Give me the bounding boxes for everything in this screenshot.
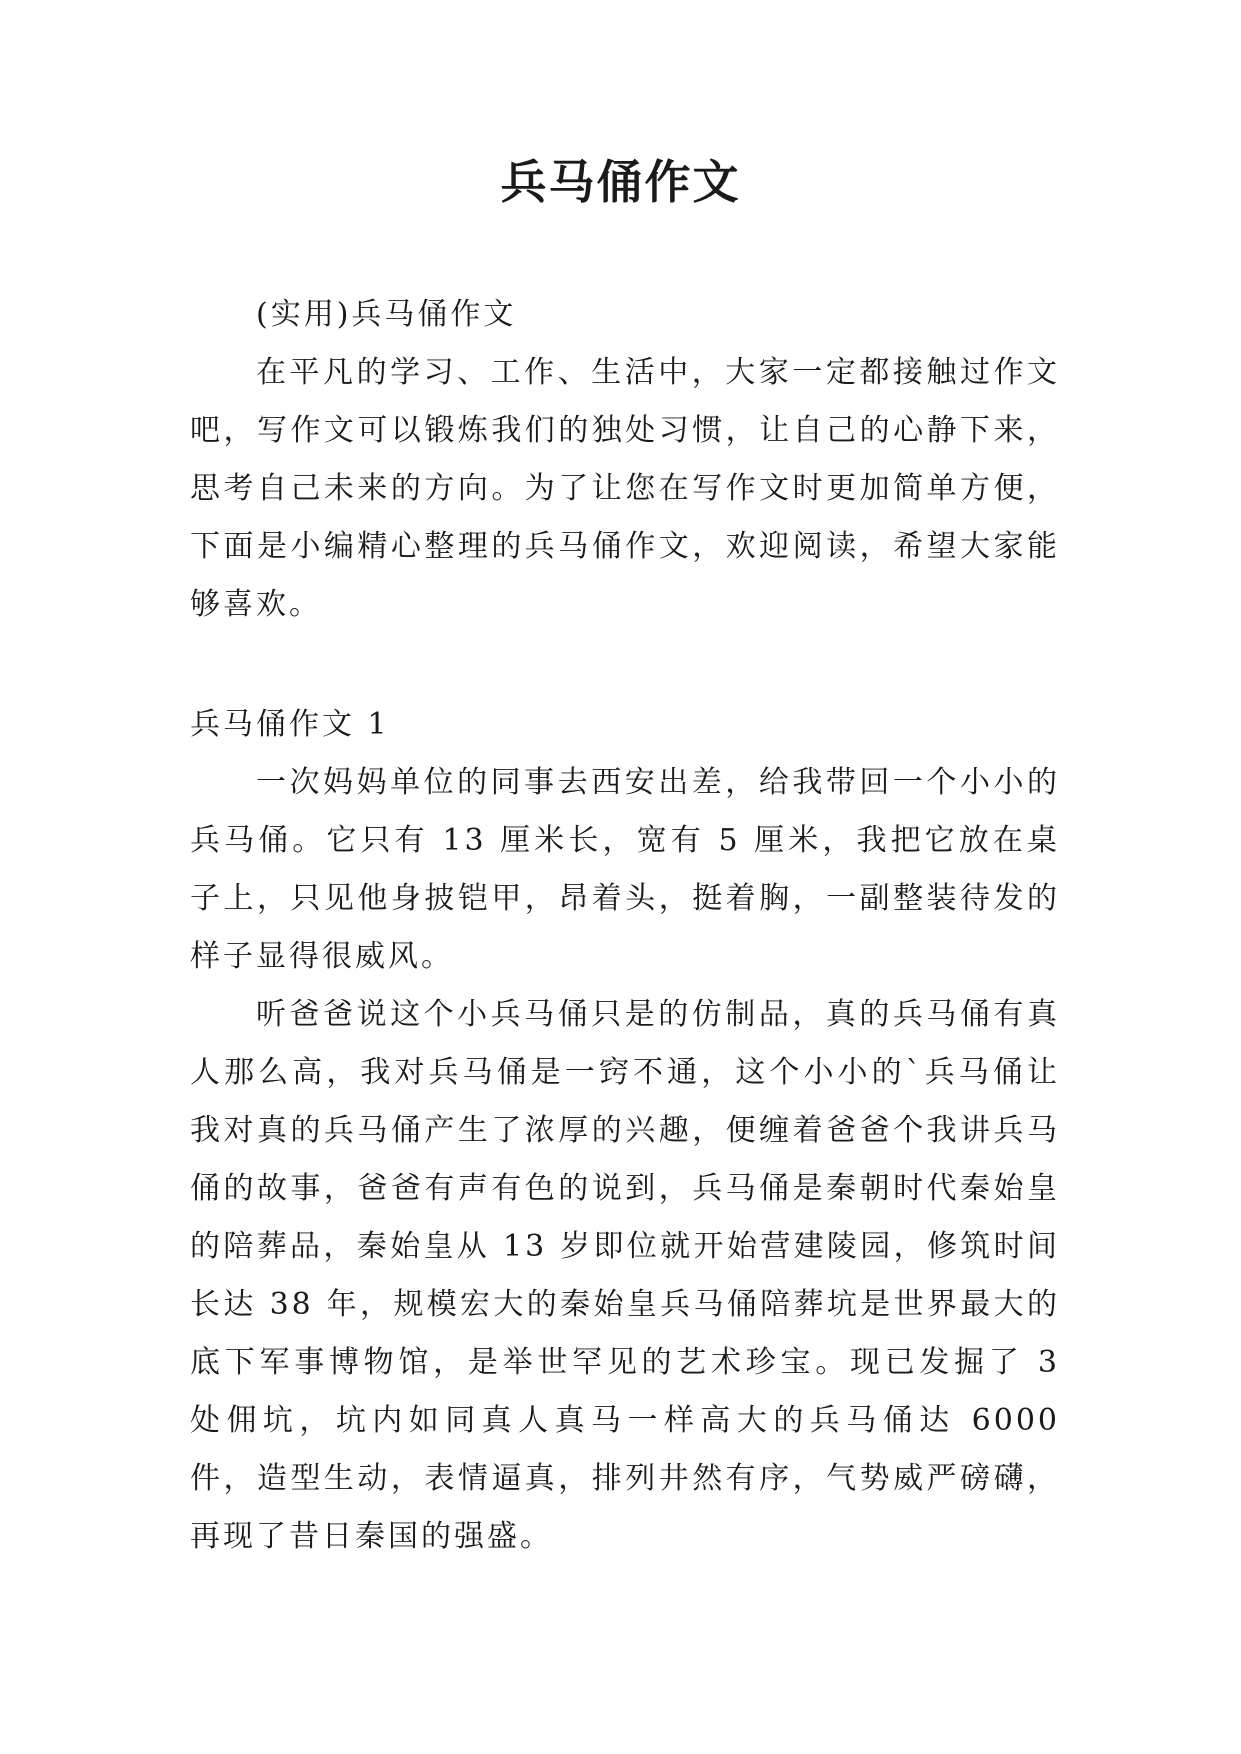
section-paragraph-2: 听爸爸说这个小兵马俑只是的仿制品，真的兵马俑有真人那么高，我对兵马俑是一窍不通，这个小小的`兵马俑让我对真的兵马俑产生了浓厚的兴趣，便缠着爸爸个我讲兵马俑的故事，爸爸有声有色的说到，兵马俑是秦朝时代秦始皇的陪葬品，秦始皇从 13 岁即位就开始营建陵园，修筑时间长达 38 年，规模宏大的秦始皇兵马俑陪葬坑是世界最大的底下军事博物馆，是举世罕见的艺术珍宝。现已发掘了 3 处佣坑，坑内如同真人真马一样高大的兵马俑达 6000 件，造型生动，表情逼真，排列井然有序，气势威严磅礴，再现了昔日秦国的强盛。 bbox=[190, 997, 1060, 1554]
essay-section-1 bbox=[190, 696, 1060, 1566]
section-heading: 兵马俑作文 1 bbox=[190, 707, 390, 742]
intro-block bbox=[190, 286, 1060, 634]
section-paragraph-1: 一次妈妈单位的同事去西安出差，给我带回一个小小的兵马俑。它只有 13 厘米长，宽有 5 厘米，我把它放在桌子上，只见他身披铠甲，昂着头，挺着胸，一副整装待发的样子显得很威风。 bbox=[190, 765, 1060, 974]
intro-paragraph: 在平凡的学习、工作、生活中，大家一定都接触过作文吧，写作文可以锻炼我们的独处习惯，让自己的心静下来，思考自己未来的方向。为了让您在写作文时更加简单方便，下面是小编精心整理的兵马俑作文，欢迎阅读，希望大家能够喜欢。 bbox=[190, 355, 1060, 622]
page-title: 兵马俑作文 bbox=[500, 155, 741, 209]
document-subtitle: (实用)兵马俑作文 bbox=[256, 297, 517, 332]
